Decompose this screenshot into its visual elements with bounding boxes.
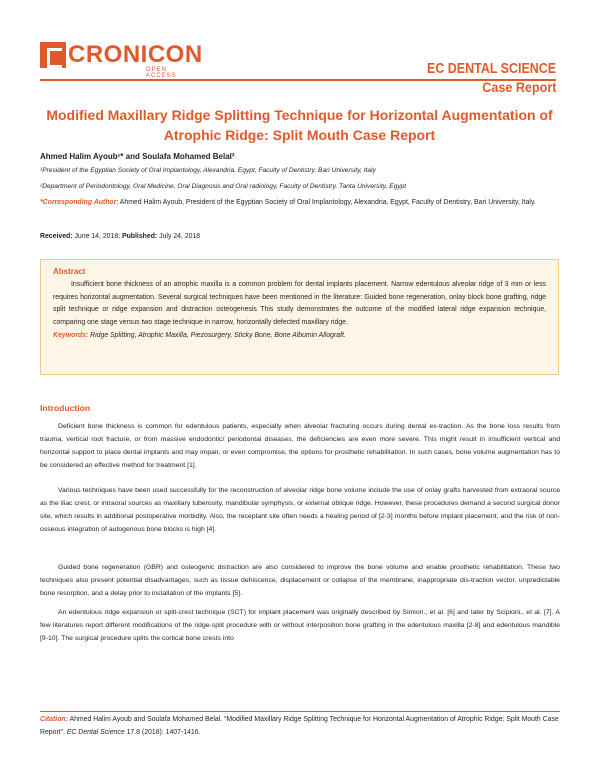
abstract-body: Insufficient bone thickness of an atrophic maxilla is a common problem for dental implants placement. Narrow edentulous alveolar ridge of 3 mm or less requires horizontal augmentation. Several surgical techniques have been mentioned in the literature: Guided bone regeneration, onlay block bone grafting, ridge split technique or ridge expansion and distraction osteogenesis This study demonstrates the outcome of the modified lateral ridge expansion technique, comparing one stage versus two stage technique in narrow, horizontally defected maxillary ridge.: [53, 281, 546, 326]
abstract-box: [40, 259, 559, 375]
published-date: July 24, 2018: [157, 233, 201, 240]
article-type: Case Report: [481, 79, 556, 95]
affiliation-2: ²Department of Periodontology, Oral Medicine, Oral Diagnosis and Oral radiology, Faculty of Dentistry, Tanta University, Egypt: [40, 183, 407, 190]
citation: [40, 714, 560, 739]
citation-label: Citation:: [40, 716, 68, 723]
footer-divider: [40, 711, 560, 712]
received-date: June 14, 2018;: [72, 233, 122, 240]
citation-ref: 17.8 (2018): 1407-1416.: [124, 728, 201, 736]
intro-paragraph-3: Guided bone regeneration (GBR) and osteogenic distraction are also considered to improve the bone volume and enable prosthetic rehabilitation. These two techniques also present potential disadvantages, such as tissue dehiscence, displacement or collapse of the membrane, inappropriate dis-traction vector, unpredictable bone resorption, and a delay prior to installation of the implants [5].: [40, 564, 560, 597]
affiliation-1: ¹President of the Egyptian Society of Oral Implantology, Alexandria, Egypt, Faculty of Dentistry, Bari University, Italy: [40, 167, 376, 174]
logo-subtext: OPEN ACCESS: [146, 67, 177, 79]
keywords-label: Keywords:: [53, 332, 89, 339]
journal-name: EC DENTAL SCIENCE: [426, 61, 556, 77]
cronicon-logo: [40, 41, 203, 79]
intro-paragraph-4: An edentulous ridge expansion or split-crest technique (SCT) for implant placement was originally described by Simion., et al. [6] and later by Scipioni., et al. [7]. A few literatures report different modifications of the ridge-split procedure with or without interposition bone grafting in the edentulous maxilla [2-8] and edentulous mandible [9-10]. The surgical procedure splits the cortical bone crests into: [40, 609, 560, 642]
published-label: Published:: [122, 233, 158, 240]
paper-title: Modified Maxillary Ridge Splitting Technique for Horizontal Augmentation of Atrophic Ridge: Split Mouth Case Report: [46, 107, 553, 143]
citation-journal: EC Dental Science: [66, 728, 125, 736]
logo-e-icon: [40, 42, 66, 68]
header-divider: [40, 79, 556, 81]
author-list: Ahmed Halim Ayoub¹* and Soulafa Mohamed Belal²: [40, 152, 235, 161]
intro-paragraph-1: Deficient bone thickness is common for edentulous patients, especially when alveolar fracturing occurs during dental ex-traction. As the bone loss results from trauma, vertical root fracture, or from massive endodontic/ periodontal diseases, the deficiencies are even more severe. This might result in insufficient vertical and horizontal support to place dental implants and may impair, or even compromise, the options for prosthetic rehabilitation. In such cases, bone volume augmentation has to be considered an effective method for treatment [1].: [40, 423, 560, 469]
citation-text: Ahmed Halim Ayoub and Soulafa Mohamed Belal. “Modified Maxillary Ridge Splitting Technique for Horizontal Augmentation of Atrophic Ridge: Split Mouth Case Report”.: [40, 716, 559, 736]
corresponding-label: *Corresponding Author: [40, 199, 117, 206]
publication-dates: [40, 233, 200, 240]
logo-text: CRONICON: [68, 41, 203, 68]
corresponding-author: [40, 197, 560, 209]
corresponding-text: : Ahmed Halim Ayoub, President of the Egyptian Society of Oral Implantology, Alexandria, Egypt, Faculty of Dentistry, Bari University, Italy.: [116, 199, 536, 206]
intro-paragraph-2: Various techniques have been used successfully for the reconstruction of alveolar ridge bone volume include the use of onlay grafts harvested from extraoral source as the iliac crest, or intraoral sources as maxillary tuberosity, mandibular symphysis, or external oblique ridge. However, these procedures demand a second surgical donor site, which results in additional postoperative morbidity. Also, the receptant site often needs a healing period of [2-3] months before implant placement, and the risk of non-osseous integration of autogenous bone blocks is high [4].: [40, 487, 560, 533]
received-label: Received:: [40, 233, 73, 240]
introduction-heading: Introduction: [40, 403, 91, 413]
keywords: [53, 330, 546, 342]
keywords-text: Ridge Splitting, Atrophic Maxilla, Piezosurgery, Sticky Bone, Bone Albumin Allograft.: [88, 332, 346, 339]
abstract-heading: Abstract: [53, 267, 86, 276]
